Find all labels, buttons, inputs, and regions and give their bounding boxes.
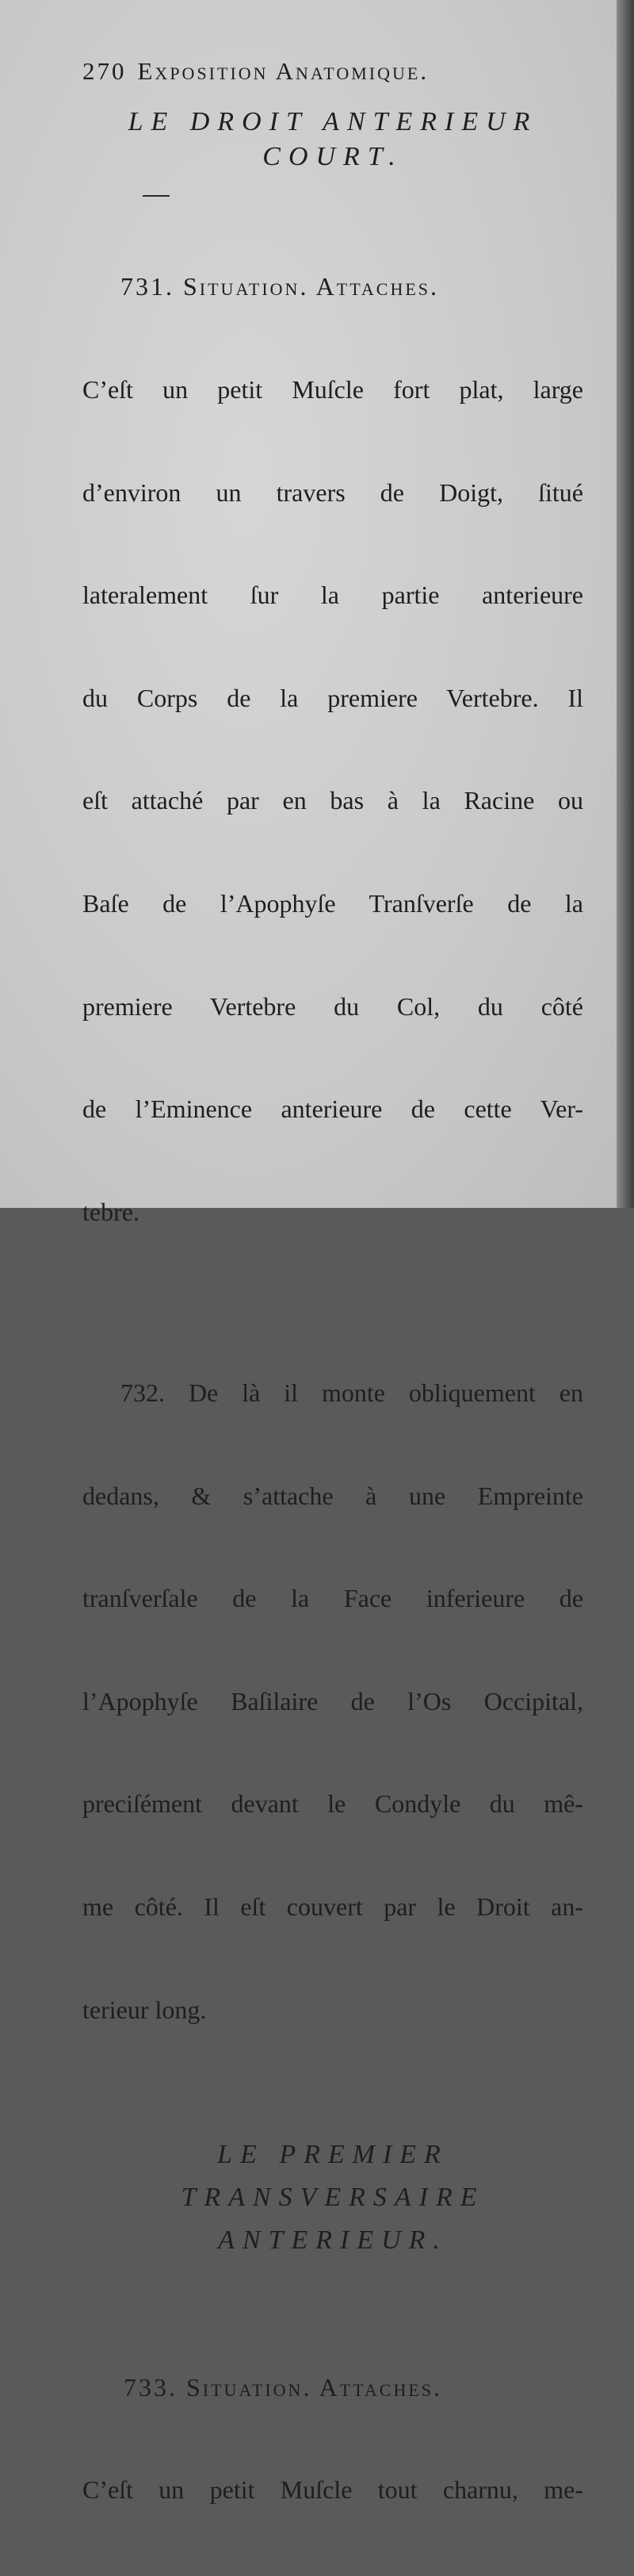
text-line: d’environ un travers de Doigt, ſitué [82,477,583,507]
heading-line: LE DROIT ANTERIEUR [128,107,538,136]
text-line: C’eſt un petit Muſcle tout charnu, me- [82,2475,583,2505]
page-edge-shadow [617,0,634,1208]
page-text [82,49,583,2576]
heading-line: TRANSVERSAIRE [181,2183,485,2213]
text-line: de l’Eminence anterieure de cette Ver- [82,1094,583,1124]
running-head [82,49,583,94]
text-line: C’eſt un petit Muſcle fort plat, large [82,375,583,404]
heading-line: COURT. [262,142,403,171]
heading-line: ANTERIEUR. [218,2225,448,2256]
text-line: lateralement ſur la partie anterieure [82,581,583,610]
paragraph-732 [82,1308,583,2096]
running-title: Exposition Anatomique. [137,57,430,85]
paragraph-731 [82,201,583,1298]
text-line: me côté. Il eſt couvert par le Droit an- [82,1892,583,1921]
text-line: premiere Vertebre du Col, du côté [82,991,583,1021]
text-line: Baſe de l’Apophyſe Tranſverſe de la [82,889,583,918]
section-heading-premier-transversaire-anterieur [82,2133,583,2262]
paragraph-lead: 731. Situation. Attaches. [120,272,440,301]
text-line: preciſément devant le Condyle du mê- [82,1789,583,1819]
section-heading-droit-anterieur-court [82,105,583,174]
text-line: tranſverſale de la Face inferieure de [82,1584,583,1613]
text-line: tebre. [82,1197,139,1226]
section-rule [143,195,170,197]
paragraph-733 [82,2302,583,2576]
text-line: terieur long. [82,1995,207,2024]
heading-line: LE PREMIER [217,2140,449,2170]
text-line: 732. De là il monte obliquement en [120,1378,583,1407]
page-number: 270 [82,57,127,85]
text-line: l’Apophyſe Baſilaire de l’Os Occipital, [82,1686,583,1715]
text-line: dedans, & s’attache à une Empreinte [82,1481,583,1510]
paragraph-lead: 733. Situation. Attaches. [124,2372,443,2402]
text-line: eſt attaché par en bas à la Racine ou [82,786,583,815]
text-line: du Corps de la premiere Vertebre. Il [82,683,583,712]
